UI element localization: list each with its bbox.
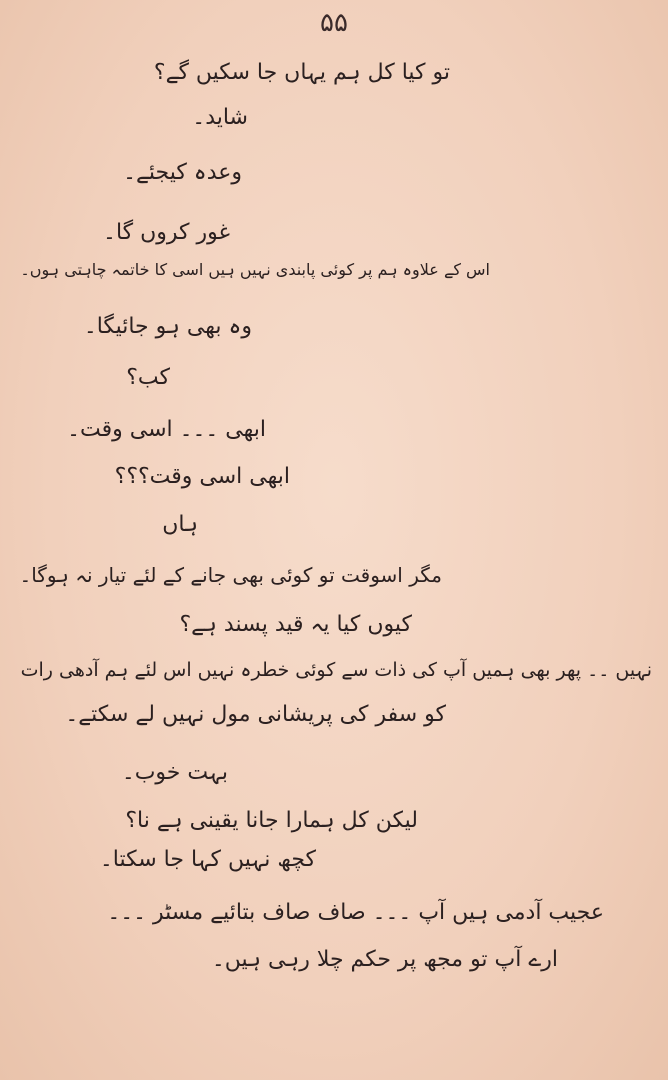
text-line: غور کروں گا۔	[103, 220, 230, 245]
text-line: بہت خوب۔	[121, 760, 228, 785]
text-line: ارے آپ تو مجھ پر حکم چلا رہی ہیں۔	[211, 947, 558, 972]
text-line: وہ بھی ہو جائیگا۔	[83, 314, 252, 339]
text-line: وعدہ کیجئے۔	[123, 160, 242, 185]
text-line: اس کے علاوہ ہم پر کوئی پابندی نہیں ہیں اسی کا خاتمہ چاہتی ہوں۔	[20, 260, 490, 279]
page-number: ۵۵	[320, 8, 348, 38]
text-line: شاید۔	[192, 105, 248, 130]
text-line: مگر اسوقت تو کوئی بھی جانے کے لئے تیار نہ ہوگا۔	[19, 563, 442, 587]
text-line: لیکن کل ہمارا جانا یقینی ہے نا؟	[125, 808, 418, 833]
text-line: ابھی ۔۔۔ اسی وقت۔	[67, 417, 266, 442]
text-line: تو کیا کل ہم یہاں جا سکیں گے؟	[153, 60, 450, 85]
text-line: ابھی اسی وقت؟؟؟	[114, 464, 290, 489]
text-line: کو سفر کی پریشانی مول نہیں لے سکتے۔	[65, 702, 446, 727]
text-line: کیوں کیا یہ قید پسند ہے؟	[179, 612, 412, 637]
text-line: عجیب آدمی ہیں آپ ۔۔۔ صاف صاف بتائیے مسٹر ۔۔۔	[107, 900, 604, 925]
text-line: کچھ نہیں کہا جا سکتا۔	[99, 847, 316, 872]
text-line: نہیں ۔۔ پھر بھی ہمیں آپ کی ذات سے کوئی خطرہ نہیں اس لئے ہم آدھی رات	[20, 659, 652, 681]
text-line: کب؟	[126, 365, 170, 390]
text-line: ہاں	[162, 512, 198, 537]
